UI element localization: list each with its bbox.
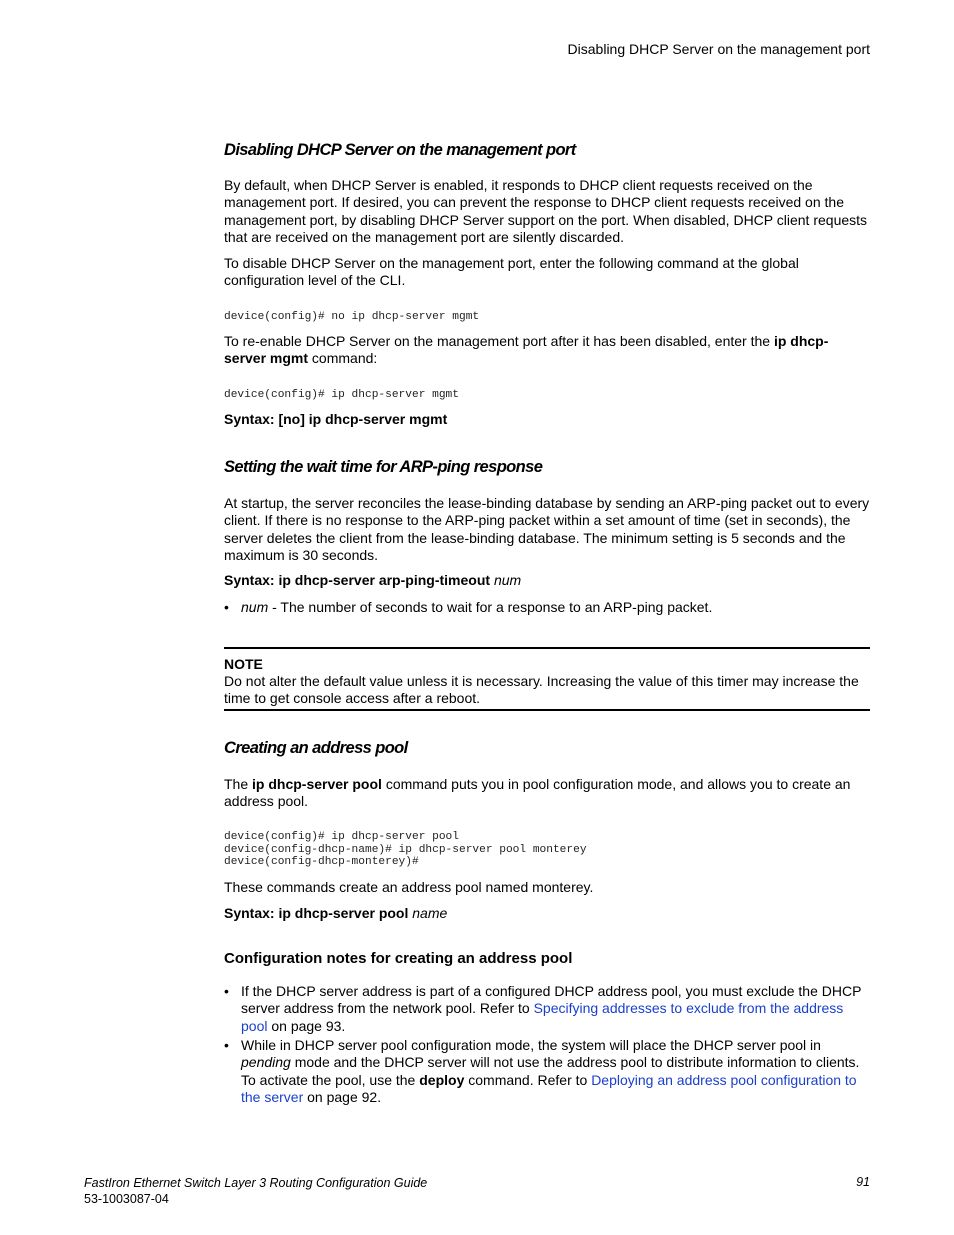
code-block: device(config)# ip dhcp-server mgmt xyxy=(224,389,459,401)
bullet: • xyxy=(224,1037,229,1053)
footer-title: FastIron Ethernet Switch Layer 3 Routing Configuration Guide xyxy=(84,1176,428,1190)
paragraph: To disable DHCP Server on the management port, enter the following command at the global configuration level of the CLI. xyxy=(224,255,799,289)
code-block: device(config)# no ip dhcp-server mgmt xyxy=(224,311,480,323)
section-title-arp-ping: Setting the wait time for ARP-ping response xyxy=(224,458,543,476)
paragraph: The ip dhcp-server pool command puts you in pool configuration mode, and allows you to create an address pool. xyxy=(224,776,851,810)
paragraph: These commands create an address pool named monterey. xyxy=(224,879,594,895)
section-title-disable-dhcp-mgmt: Disabling DHCP Server on the management port xyxy=(224,141,576,159)
code-block: device(config)# ip dhcp-server pool device(config-dhcp-name)# ip dhcp-server pool monterey device(config-dhcp-monterey)# xyxy=(224,831,587,869)
paragraph: At startup, the server reconciles the lease-binding database by sending an ARP-ping packet out to every client. If there is no response to the ARP-ping packet within a set amount of time (set in seconds), the server deletes the client from the lease-binding database. The minimum setting is 5 seconds and the maximum is 30 seconds. xyxy=(224,495,870,563)
syntax-line: Syntax: [no] ip dhcp-server mgmt xyxy=(224,411,448,427)
link-deploy-pool[interactable]: Deploying an address pool configuration to the server xyxy=(241,1071,857,1105)
paragraph: To re-enable DHCP Server on the management port after it has been disabled, enter the ip dhcp-server mgmt command: xyxy=(224,333,829,367)
section-title-address-pool: Creating an address pool xyxy=(224,739,408,757)
paragraph: By default, when DHCP Server is enabled, it responds to DHCP client requests received on the management port. If desired, you can prevent the response to DHCP client requests received on the management port, by disabling DHCP Server support on the port. When disabled, DHCP client requests that are received on the management port are silently discarded. xyxy=(224,177,868,245)
note-text: Do not alter the default value unless it is necessary. Increasing the value of this timer may increase the time to get console access after a reboot. xyxy=(224,673,859,707)
syntax-line: Syntax: ip dhcp-server pool name xyxy=(224,905,448,921)
bullet: • xyxy=(224,983,229,999)
syntax-line: Syntax: ip dhcp-server arp-ping-timeout num xyxy=(224,572,522,588)
link-exclude-addresses[interactable]: Specifying addresses to exclude from the address pool xyxy=(241,1000,844,1034)
footer-doc-id: 53-1003087-04 xyxy=(84,1192,169,1206)
note-label: NOTE xyxy=(224,656,263,672)
footer xyxy=(84,1175,427,1207)
list-item: • If the DHCP server address is part of a configured DHCP address pool, you must exclude the DHCP server address from the network pool. Refer to Specifying addresses to exclude from the address pool on page 93. xyxy=(224,983,862,1034)
page-number: 91 xyxy=(856,1175,870,1189)
list-item: • num - The number of seconds to wait for a response to an ARP-ping packet. xyxy=(224,599,713,615)
running-header: Disabling DHCP Server on the management port xyxy=(567,41,870,57)
note-box xyxy=(224,647,870,711)
list-item: • While in DHCP server pool configuration mode, the system will place the DHCP server pool in pending mode and the DHCP server will not use the address pool to distribute information to clients. To activate the pool, use the deploy command. Refer to Deploying an address pool configuration to the server on page 92. xyxy=(224,1037,860,1105)
bullet: • xyxy=(224,599,229,615)
subsection-title-config-notes: Configuration notes for creating an address pool xyxy=(224,950,573,967)
